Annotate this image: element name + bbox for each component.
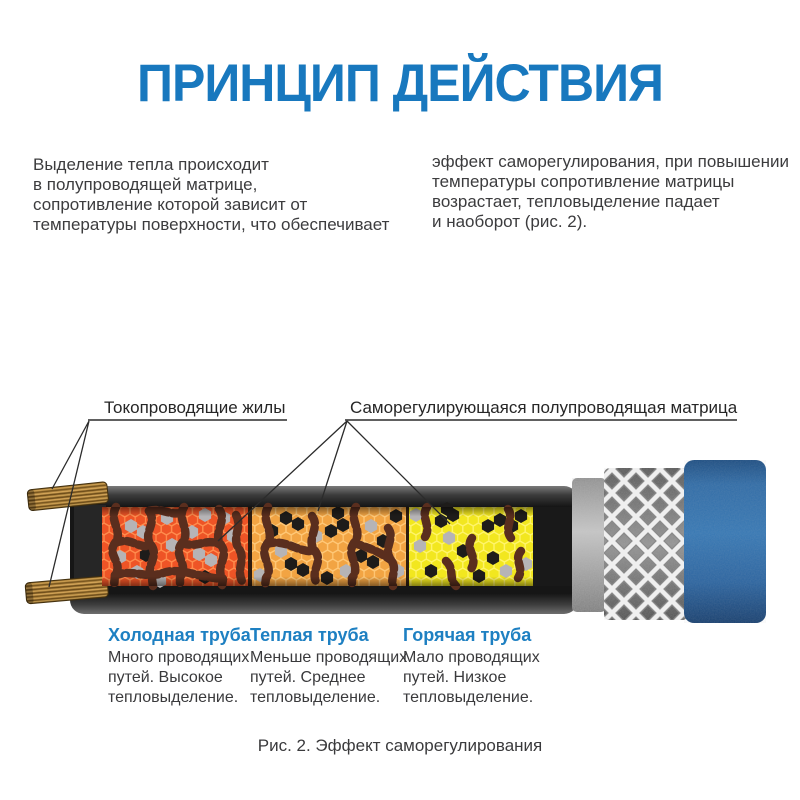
legend-text-line: тепловыделение. bbox=[250, 689, 381, 706]
legend-title-warm: Теплая труба bbox=[250, 625, 369, 645]
intro-line: температуры сопротивление матрицы bbox=[432, 172, 735, 191]
intro-right-paragraph bbox=[432, 152, 789, 232]
braid-shield bbox=[604, 468, 688, 620]
intro-line: в полупроводящей матрице, bbox=[33, 175, 258, 194]
intro-line: эффект саморегулирования, при повышении bbox=[432, 152, 789, 171]
intro-line: и наоборот (рис. 2). bbox=[432, 212, 588, 231]
legend-text-line: Мало проводящих bbox=[403, 649, 540, 666]
legend-text-line: Много проводящих bbox=[108, 649, 250, 666]
legend-text-line: путей. Среднее bbox=[250, 669, 366, 686]
legend-column-hot bbox=[403, 625, 540, 708]
intro-left-paragraph bbox=[33, 155, 389, 235]
intro-line: температуры поверхности, что обеспечивает bbox=[33, 215, 390, 234]
figure-caption: Рис. 2. Эффект саморегулирования bbox=[257, 736, 543, 755]
legend-text-line: путей. Низкое bbox=[403, 669, 507, 686]
legend-text-line: Меньше проводящих bbox=[250, 649, 408, 666]
intro-line: Выделение тепла происходит bbox=[33, 155, 269, 174]
label-matrix: Саморегулирующаяся полупроводящая матрица bbox=[350, 398, 738, 417]
intro-line: сопротивление которой зависит от bbox=[33, 195, 308, 214]
label-conductors: Токопроводящие жилы bbox=[104, 398, 286, 417]
legend-text-line: тепловыделение. bbox=[403, 689, 534, 706]
outer-jacket bbox=[684, 460, 766, 623]
matrix-inner-shadow bbox=[102, 507, 533, 586]
intro-line: возрастает, тепловыделение падает bbox=[432, 192, 720, 211]
heating-cable-diagram bbox=[0, 385, 800, 635]
legend-column-warm bbox=[250, 625, 407, 708]
legend-text-line: путей. Высокое bbox=[108, 669, 223, 686]
legend-column-cold bbox=[108, 625, 251, 708]
legend-title-hot: Горячая труба bbox=[403, 625, 532, 645]
page-title: ПРИНЦИП ДЕЙСТВИЯ bbox=[137, 53, 663, 113]
legend-title-cold: Холодная труба bbox=[108, 625, 251, 645]
foil-layer bbox=[572, 478, 606, 612]
legend-text-line: тепловыделение. bbox=[108, 689, 239, 706]
